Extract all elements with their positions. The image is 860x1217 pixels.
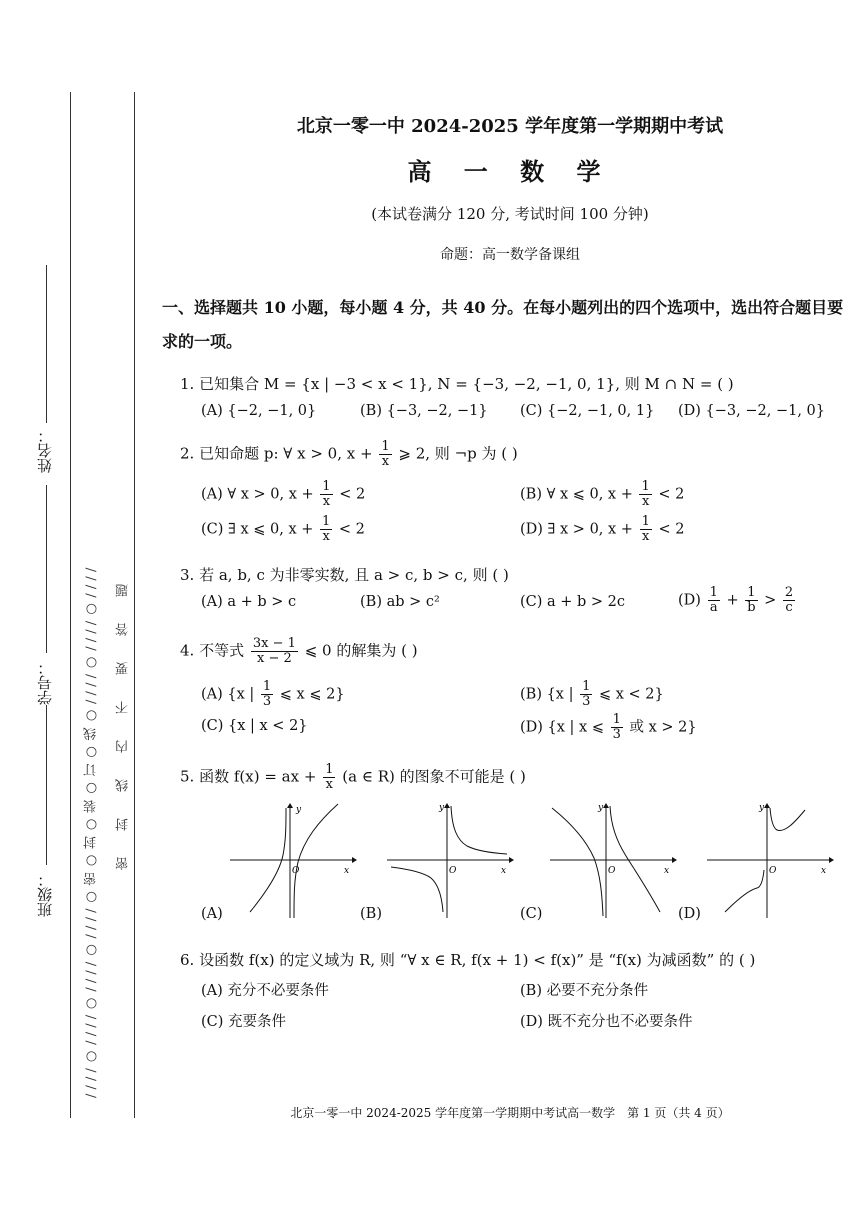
q3-option-c[interactable]: (C) a + b > 2c [520, 594, 626, 610]
q5-label-b: (B) [360, 906, 382, 922]
frac-num: 1 [381, 439, 390, 454]
q2-b-fraction [639, 480, 651, 509]
frac-num: 1 [322, 514, 331, 529]
q2-d-post: < 2 [658, 521, 685, 538]
q2-a-text: (A) ∀ x > 0, x + [201, 486, 314, 503]
curve-left [552, 808, 603, 916]
margin-line-outer [70, 92, 71, 1118]
q1-option-a[interactable]: (A) {−2, −1, 0} [201, 403, 317, 419]
class-field-line[interactable] [46, 705, 47, 865]
frac-den: b [747, 600, 756, 615]
q1-option-b[interactable]: (B) {−3, −2, −1} [360, 403, 488, 419]
q5-graph-a[interactable] [228, 800, 358, 920]
q3-d-frac2 [745, 586, 757, 615]
q4-b-pre: (B) {x | [520, 686, 574, 703]
page-footer: 北京一零一中 2024-2025 学年度第一学期期中考试高一数学 第 1 页（共 4 页） [290, 1106, 730, 1120]
frac-den: 3 [262, 694, 272, 709]
q3-d-frac1 [708, 586, 720, 615]
frac-den: x [381, 454, 390, 469]
frac-den: x [325, 777, 334, 792]
frac-den: x [322, 494, 331, 509]
q3-d-label: (D) [678, 592, 701, 609]
frac-num: 1 [325, 762, 334, 777]
q2-b-text: (B) ∀ x ⩽ 0, x + [520, 486, 633, 503]
exam-author: 命题：高一数学备课组 [440, 247, 580, 263]
frac-den: x [642, 529, 650, 544]
q2-option-c[interactable] [201, 515, 365, 544]
frac-den: x [641, 494, 650, 509]
q2-option-a[interactable] [201, 480, 365, 509]
q6-option-a[interactable]: (A) 充分不必要条件 [201, 983, 329, 999]
q4-option-a[interactable] [201, 680, 345, 709]
x-axis-label: x [344, 866, 350, 876]
y-axis-arrow [603, 803, 609, 808]
q2-c-text: (C) ∃ x ⩽ 0, x + [201, 521, 314, 538]
q2-a-fraction [320, 480, 332, 509]
q6-option-d[interactable]: (D) 既不充分也不必要条件 [520, 1014, 693, 1030]
q5-stem-post: (a ∈ R) 的图象不可能是 ( ) [342, 767, 526, 786]
y-axis-label: y [759, 803, 765, 813]
q5-stem-pre: 5. 函数 f(x) = ax + [180, 767, 317, 786]
origin-label: O [292, 866, 300, 876]
frac-num: 1 [641, 479, 650, 494]
q5-stem [180, 763, 526, 792]
y-axis-label: y [296, 805, 302, 815]
y-axis-arrow [764, 803, 770, 808]
student-id-field-label: 学号： [36, 660, 54, 705]
curve-right [451, 806, 507, 854]
q5-graph-d[interactable] [705, 800, 835, 920]
frac-num: 3x − 1 [252, 636, 296, 651]
frac-den: c [785, 600, 793, 615]
student-id-field-line[interactable] [46, 485, 47, 653]
q2-d-fraction [640, 515, 652, 544]
q5-label-a: (A) [201, 906, 223, 922]
q5-stem-fraction [323, 763, 335, 792]
q2-b-post: < 2 [658, 486, 685, 503]
x-axis-arrow [829, 857, 834, 863]
origin-label: O [769, 866, 777, 876]
q4-stem-fraction [251, 637, 298, 666]
q6-option-b[interactable]: (B) 必要不充分条件 [520, 983, 649, 999]
frac-den: a [709, 600, 718, 615]
q4-b-fraction [580, 680, 592, 709]
curve-left [391, 867, 443, 912]
q4-stem-pre: 4. 不等式 [180, 641, 245, 660]
q3-option-d[interactable] [678, 586, 797, 615]
q1-stem: 1. 已知集合 M = {x | −3 < x < 1}, N = {−3, −2, −1, 0, 1}, 则 M ∩ N = ( ) [180, 375, 734, 393]
subject-title: 高 一 数 学 [407, 157, 613, 186]
exam-info: (本试卷满分 120 分, 考试时间 100 分钟) [371, 205, 649, 223]
frac-den: x − 2 [257, 651, 292, 666]
frac-num: 1 [709, 585, 718, 600]
origin-label: O [449, 866, 457, 876]
q3-stem: 3. 若 a, b, c 为非零实数, 且 a > c, b > c, 则 ( ) [180, 566, 509, 584]
q3-d-gt: > [764, 592, 777, 609]
q2-a-post: < 2 [339, 486, 366, 503]
frac-num: 2 [784, 585, 794, 600]
q2-stem-fraction [379, 440, 391, 469]
y-axis-label: y [598, 803, 604, 813]
frac-num: 1 [262, 679, 272, 694]
q4-a-post: ⩽ x ⩽ 2} [279, 686, 345, 703]
q2-option-d[interactable] [520, 515, 684, 544]
q4-stem-post: ⩽ 0 的解集为 ( ) [304, 641, 418, 660]
x-axis-arrow [352, 857, 357, 863]
q6-stem: 6. 设函数 f(x) 的定义域为 R, 则 “∀ x ∈ R, f(x + 1) < f(x)” 是 “f(x) 为减函数” 的 ( ) [180, 951, 756, 969]
q2-c-post: < 2 [338, 521, 365, 538]
name-field-label: 姓名： [36, 428, 54, 473]
q2-stem [180, 440, 518, 469]
origin-label: O [608, 866, 616, 876]
q4-d-fraction [611, 713, 623, 742]
q5-graph-b[interactable] [385, 800, 515, 920]
frac-num: 1 [745, 586, 757, 601]
q2-stem-post: ⩾ 2, 则 ¬p 为 ( ) [398, 444, 518, 463]
name-field-line[interactable] [46, 265, 47, 423]
frac-den: 3 [612, 727, 621, 742]
q2-c-fraction [320, 515, 332, 544]
q3-d-plus: + [726, 592, 739, 609]
q2-option-b[interactable] [520, 480, 684, 509]
exam-title: 北京一零一中 2024-2025 学年度第一学期期中考试 [296, 116, 724, 137]
frac-den: 3 [582, 694, 591, 709]
frac-num: 1 [322, 479, 331, 494]
curve-left [725, 870, 764, 912]
q2-d-text: (D) ∃ x > 0, x + [520, 521, 633, 538]
q4-option-b[interactable] [520, 680, 664, 709]
q6-option-c[interactable]: (C) 充要条件 [201, 1014, 287, 1030]
x-axis-label: x [821, 866, 827, 876]
section-instructions: 一、选择题共 10 小题，每小题 4 分，共 40 分。在每小题列出的四个选项中，选出符合题目要求的一项。 [162, 298, 844, 351]
margin-line-inner [134, 92, 135, 1118]
q1-option-c[interactable]: (C) {−2, −1, 0, 1} [520, 403, 655, 419]
q3-option-b[interactable]: (B) ab > c² [360, 594, 440, 610]
q4-a-fraction [261, 680, 273, 709]
frac-num: 1 [582, 679, 591, 694]
x-axis-label: x [664, 866, 670, 876]
x-axis-label: x [501, 866, 507, 876]
q4-d-pre: (D) {x | x ⩽ [520, 719, 604, 736]
frac-den: x [322, 529, 330, 544]
curve-right [610, 806, 660, 912]
curve-right [770, 808, 805, 830]
curve-right [294, 804, 338, 918]
y-axis-arrow [287, 803, 293, 808]
q5-label-d: (D) [678, 906, 701, 922]
q4-a-pre: (A) {x | [201, 686, 255, 703]
q5-label-c: (C) [520, 906, 543, 922]
x-axis-arrow [509, 857, 514, 863]
x-axis-arrow [672, 857, 677, 863]
seal-marks-outer: / / / / ○ / / / / ○ / / / / ○ / / / / ○ 密 ○ 封 ○ 装 ○ 订 ○ 线 ○ / / / / ○ / / / / ○ / / / / [84, 567, 99, 1098]
q4-d-post: 或 x > 2} [629, 719, 697, 736]
q5-graph-c[interactable] [548, 800, 678, 920]
q4-option-c[interactable]: (C) {x | x < 2} [201, 718, 308, 734]
q3-option-a[interactable]: (A) a + b > c [201, 594, 297, 610]
seal-marks-inner: 密 封 线 内 不 要 答 题 [116, 584, 131, 870]
q2-stem-pre: 2. 已知命题 p: ∀ x > 0, x + [180, 444, 373, 463]
q4-stem [180, 637, 418, 666]
q1-option-d[interactable]: (D) {−3, −2, −1, 0} [678, 403, 826, 419]
q4-b-post: ⩽ x < 2} [598, 686, 664, 703]
y-axis-arrow [444, 803, 450, 808]
q3-d-frac3 [783, 586, 795, 615]
frac-num: 1 [641, 514, 650, 529]
q4-option-d[interactable] [520, 713, 697, 742]
class-field-label: 班级： [36, 872, 54, 917]
y-axis-label: y [439, 803, 445, 813]
frac-num: 1 [612, 712, 621, 727]
